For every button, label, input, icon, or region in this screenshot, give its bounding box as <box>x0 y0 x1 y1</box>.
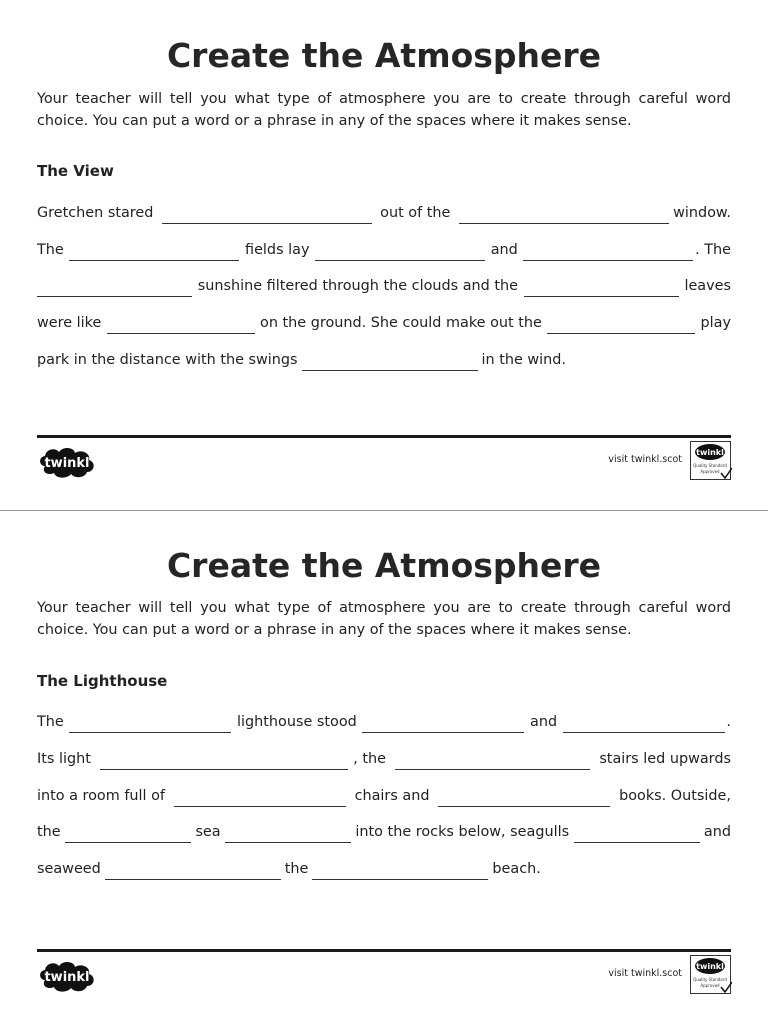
text-fragment: . The <box>695 242 731 258</box>
text-line <box>37 349 731 371</box>
footer-rule <box>37 435 731 438</box>
text-fragment: in the wind. <box>481 352 567 368</box>
svg-text:Approved: Approved <box>700 983 720 988</box>
text-fragment: lighthouse stood <box>237 714 357 730</box>
text-fragment: seaweed <box>37 861 101 877</box>
text-fragment: park in the distance with the swings <box>37 352 298 368</box>
text-line <box>37 858 731 880</box>
text-fragment: chairs and <box>354 788 430 804</box>
text-fragment: stairs led upwards <box>599 751 731 767</box>
blank-field[interactable] <box>459 207 669 224</box>
text-line <box>37 785 731 807</box>
blank-field[interactable] <box>174 790 346 807</box>
text-fragment: sunshine filtered through the clouds and the <box>197 278 518 294</box>
blank-field[interactable] <box>438 790 610 807</box>
worksheet-top <box>0 0 768 511</box>
blank-field[interactable] <box>524 280 679 297</box>
blank-field[interactable] <box>65 826 191 843</box>
page-title: Create the Atmosphere <box>166 36 602 75</box>
text-line <box>37 312 731 334</box>
text-line <box>37 239 731 261</box>
text-fragment: out of the <box>380 205 451 221</box>
text-fragment: Its light <box>37 751 91 767</box>
quality-badge-icon <box>690 955 732 995</box>
text-fragment: beach. <box>492 861 541 877</box>
blank-field[interactable] <box>574 826 700 843</box>
blank-field[interactable] <box>563 716 725 733</box>
page-divider <box>0 510 768 511</box>
logo-text: twinkl <box>44 970 90 985</box>
text-line <box>37 821 731 843</box>
svg-text:Quality Standard: Quality Standard <box>693 463 727 468</box>
text-fragment: and <box>490 242 518 258</box>
text-fragment: . <box>726 714 731 730</box>
blank-field[interactable] <box>523 244 693 261</box>
blank-field[interactable] <box>100 753 348 770</box>
blank-field[interactable] <box>395 753 590 770</box>
blank-field[interactable] <box>105 863 281 880</box>
text-fragment: The <box>37 242 64 258</box>
text-fragment: the <box>37 824 61 840</box>
text-fragment: sea <box>195 824 221 840</box>
text-fragment: window. <box>673 205 731 221</box>
quality-badge-icon <box>690 441 732 481</box>
twinkl-logo-icon <box>37 444 97 480</box>
text-fragment: fields lay <box>245 242 310 258</box>
logo-text: twinkl <box>44 456 90 471</box>
visit-link[interactable]: visit twinkl.scot <box>608 968 682 979</box>
blank-field[interactable] <box>69 716 231 733</box>
instructions: Your teacher will tell you what type of atmosphere you are to create through careful word choice. You can put a word or a phrase in any of the spaces where it makes sense. <box>37 91 731 129</box>
text-fragment: and <box>703 824 731 840</box>
text-fragment: Gretchen stared <box>37 205 154 221</box>
text-line <box>37 275 731 297</box>
svg-text:Approved: Approved <box>700 469 720 474</box>
text-fragment: , the <box>353 751 386 767</box>
text-fragment: and <box>530 714 558 730</box>
text-fragment: the <box>284 861 309 877</box>
text-fragment: into a room full of <box>37 788 165 804</box>
blank-field[interactable] <box>37 280 192 297</box>
svg-text:twinkl: twinkl <box>696 962 724 971</box>
text-fragment: on the ground. She could make out the <box>260 315 542 331</box>
blank-field[interactable] <box>312 863 488 880</box>
text-fragment: books. Outside, <box>619 788 731 804</box>
text-fragment: leaves <box>684 278 731 294</box>
page-title: Create the Atmosphere <box>166 546 602 585</box>
blank-field[interactable] <box>107 317 255 334</box>
text-line <box>37 748 731 770</box>
blank-field[interactable] <box>69 244 239 261</box>
text-fragment: play <box>700 315 731 331</box>
blank-field[interactable] <box>225 826 351 843</box>
text-fragment: The <box>37 714 64 730</box>
section-heading: The Lighthouse <box>37 672 168 690</box>
text-fragment: into the rocks below, seagulls <box>355 824 570 840</box>
text-line <box>37 711 731 733</box>
footer-rule <box>37 949 731 952</box>
svg-text:twinkl: twinkl <box>696 448 724 457</box>
twinkl-logo-icon <box>37 958 97 994</box>
visit-link[interactable]: visit twinkl.scot <box>608 454 682 465</box>
worksheet-bottom <box>0 512 768 1023</box>
section-heading: The View <box>37 162 114 180</box>
instructions: Your teacher will tell you what type of atmosphere you are to create through careful word choice. You can put a word or a phrase in any of the spaces where it makes sense. <box>37 600 731 638</box>
text-line <box>37 202 731 224</box>
blank-field[interactable] <box>547 317 695 334</box>
blank-field[interactable] <box>362 716 524 733</box>
blank-field[interactable] <box>162 207 372 224</box>
text-fragment: were like <box>37 315 102 331</box>
svg-text:Quality Standard: Quality Standard <box>693 977 727 982</box>
blank-field[interactable] <box>302 354 478 371</box>
blank-field[interactable] <box>315 244 485 261</box>
